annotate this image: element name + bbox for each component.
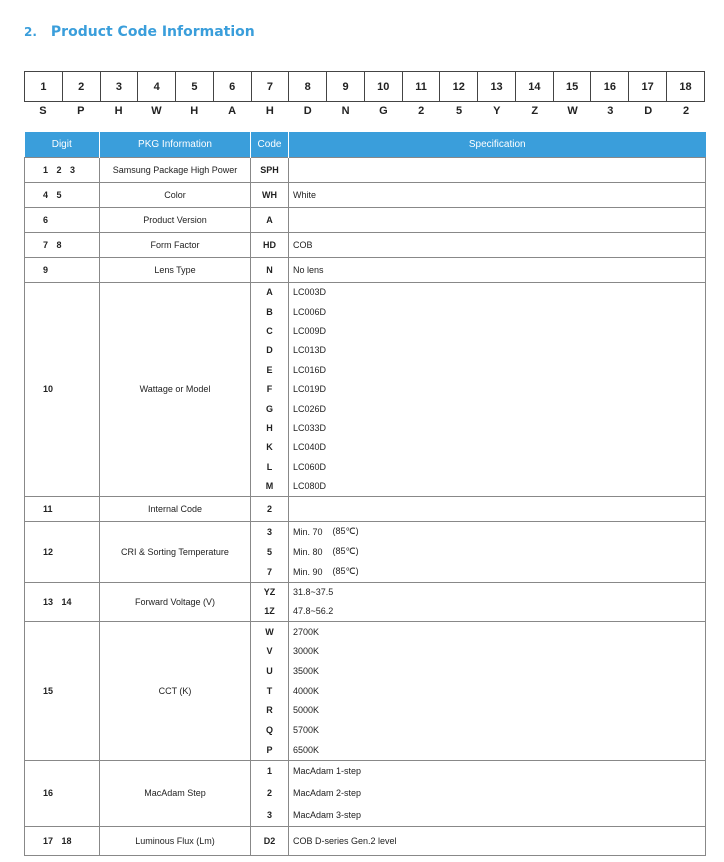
option-specification bbox=[289, 418, 705, 437]
code-letter: H bbox=[114, 105, 123, 117]
header-pkg-information: PKG Information bbox=[100, 132, 251, 157]
code-letter: Y bbox=[493, 105, 501, 117]
option-code: F bbox=[266, 384, 273, 395]
digit-row bbox=[25, 72, 705, 102]
option-specification bbox=[289, 360, 705, 379]
sorting-temperature: (85℃) bbox=[332, 526, 359, 537]
option-code: E bbox=[266, 364, 273, 375]
row-pkg-information: Forward Voltage (V) bbox=[100, 582, 251, 621]
option-code: T bbox=[266, 685, 273, 696]
option-specification bbox=[289, 804, 705, 826]
option-specification bbox=[289, 720, 705, 740]
code-letter: 2 bbox=[682, 105, 690, 117]
option-value: MacAdam 1-step bbox=[293, 766, 362, 777]
option-value: LC026D bbox=[293, 403, 327, 414]
code-letter: H bbox=[190, 105, 199, 117]
option-specification bbox=[289, 701, 705, 721]
option-specification bbox=[289, 562, 705, 582]
row-specification: White bbox=[289, 182, 706, 207]
spec-row bbox=[25, 582, 706, 621]
option-code: B bbox=[266, 306, 273, 317]
option-code: 7 bbox=[266, 566, 272, 577]
code-letter: P bbox=[77, 105, 85, 117]
option-value: LC019D bbox=[293, 384, 327, 395]
option-code: 3 bbox=[266, 809, 272, 820]
digit-position: 14 bbox=[515, 72, 553, 102]
option-code: H bbox=[266, 422, 273, 433]
spec-row bbox=[25, 826, 706, 855]
option-specification bbox=[289, 399, 705, 418]
section-heading bbox=[24, 24, 255, 40]
code-letter: D bbox=[644, 105, 653, 117]
row-pkg-information: Color bbox=[100, 182, 251, 207]
spec-row bbox=[25, 182, 706, 207]
option-value: 5700K bbox=[293, 725, 320, 736]
row-specification-list bbox=[289, 760, 706, 826]
option-value: LC080D bbox=[293, 481, 327, 492]
option-code: 5 bbox=[266, 546, 272, 557]
spec-row bbox=[25, 232, 706, 257]
option-code: V bbox=[266, 646, 273, 657]
spec-row bbox=[25, 207, 706, 232]
row-specification-list bbox=[289, 282, 706, 496]
row-specification: No lens bbox=[289, 257, 706, 282]
option-code: 3 bbox=[266, 526, 272, 537]
section-title: Product Code Information bbox=[50, 24, 255, 40]
option-value: 47.8~56.2 bbox=[293, 606, 334, 617]
option-value: LC003D bbox=[293, 287, 327, 298]
option-value: Min. 70 bbox=[293, 526, 323, 537]
row-pkg-information: CRI & Sorting Temperature bbox=[100, 521, 251, 582]
spec-header-row bbox=[25, 132, 706, 157]
row-specification-list bbox=[289, 582, 706, 621]
option-value: MacAdam 2-step bbox=[293, 788, 362, 799]
code-letter: S bbox=[39, 105, 47, 117]
code-letter: 5 bbox=[455, 105, 463, 117]
row-digit: 4 5 bbox=[25, 182, 100, 207]
option-code: 2 bbox=[266, 788, 272, 799]
row-digit: 7 8 bbox=[25, 232, 100, 257]
option-code: R bbox=[266, 705, 273, 716]
option-specification bbox=[289, 641, 705, 661]
row-pkg-information: Samsung Package High Power bbox=[100, 157, 251, 182]
row-digit: 15 bbox=[25, 621, 100, 760]
row-pkg-information: Internal Code bbox=[100, 496, 251, 521]
row-specification: COB bbox=[289, 232, 706, 257]
spec-row bbox=[25, 257, 706, 282]
option-specification bbox=[289, 457, 705, 476]
spec-row bbox=[25, 521, 706, 582]
option-specification bbox=[289, 681, 705, 701]
row-digit: 16 bbox=[25, 760, 100, 826]
digit-position: 7 bbox=[251, 72, 289, 102]
digit-position: 9 bbox=[327, 72, 365, 102]
option-specification bbox=[289, 761, 705, 783]
sorting-temperature: (85℃) bbox=[332, 546, 359, 557]
code-letter: N bbox=[341, 105, 350, 117]
option-code: Q bbox=[265, 725, 273, 736]
header-digit: Digit bbox=[25, 132, 100, 157]
row-code-list bbox=[251, 282, 289, 496]
option-value: 6500K bbox=[293, 744, 320, 755]
code-letter: W bbox=[567, 105, 578, 117]
row-code: N bbox=[251, 257, 289, 282]
spec-row bbox=[25, 496, 706, 521]
digit-position: 6 bbox=[213, 72, 251, 102]
row-code: WH bbox=[251, 182, 289, 207]
digit-position-table bbox=[24, 71, 705, 102]
code-letter: 3 bbox=[607, 105, 614, 117]
row-specification bbox=[289, 157, 706, 182]
row-digit: 13 14 bbox=[25, 582, 100, 621]
code-letter: Z bbox=[531, 105, 539, 117]
digit-position: 10 bbox=[364, 72, 402, 102]
spec-row bbox=[25, 621, 706, 760]
option-code: M bbox=[265, 481, 274, 492]
row-code: 2 bbox=[251, 496, 289, 521]
row-specification: COB D-series Gen.2 level bbox=[289, 826, 706, 855]
row-pkg-information: Product Version bbox=[100, 207, 251, 232]
option-value: 3000K bbox=[293, 646, 320, 657]
option-value: LC009D bbox=[293, 325, 327, 336]
option-specification bbox=[289, 602, 705, 621]
section-number: 2. bbox=[24, 25, 37, 39]
option-code: U bbox=[266, 666, 273, 677]
row-code-list bbox=[251, 760, 289, 826]
option-code: L bbox=[266, 461, 273, 472]
row-code: A bbox=[251, 207, 289, 232]
option-value: MacAdam 3-step bbox=[293, 809, 362, 820]
letter-row bbox=[24, 102, 705, 120]
option-value: 5000K bbox=[293, 705, 320, 716]
option-specification bbox=[289, 476, 705, 495]
option-code: P bbox=[266, 744, 273, 755]
digit-position: 15 bbox=[553, 72, 591, 102]
digit-position: 18 bbox=[667, 72, 705, 102]
spec-row bbox=[25, 157, 706, 182]
option-specification bbox=[289, 542, 705, 562]
option-specification bbox=[289, 782, 705, 804]
header-code: Code bbox=[251, 132, 289, 157]
option-specification bbox=[289, 438, 705, 457]
digit-position: 3 bbox=[100, 72, 138, 102]
option-code: C bbox=[266, 325, 273, 336]
option-code: 1 bbox=[266, 766, 272, 777]
option-specification bbox=[289, 321, 705, 340]
option-code: YZ bbox=[263, 587, 276, 598]
option-specification bbox=[289, 522, 705, 542]
row-code-list bbox=[251, 521, 289, 582]
option-value: Min. 80 bbox=[293, 546, 323, 557]
option-value: 2700K bbox=[293, 626, 320, 637]
row-specification-list bbox=[289, 521, 706, 582]
digit-position: 1 bbox=[25, 72, 63, 102]
row-digit: 12 bbox=[25, 521, 100, 582]
option-value: Min. 90 bbox=[293, 566, 323, 577]
row-specification-list bbox=[289, 621, 706, 760]
row-pkg-information: MacAdam Step bbox=[100, 760, 251, 826]
option-value: 4000K bbox=[293, 685, 320, 696]
header-specification: Specification bbox=[289, 132, 706, 157]
option-specification bbox=[289, 740, 705, 760]
spec-body bbox=[25, 157, 706, 855]
option-value: LC016D bbox=[293, 364, 327, 375]
row-code: SPH bbox=[251, 157, 289, 182]
option-code: G bbox=[265, 403, 273, 414]
digit-position: 13 bbox=[478, 72, 516, 102]
code-letter: D bbox=[303, 105, 312, 117]
digit-position: 2 bbox=[62, 72, 100, 102]
digit-position: 5 bbox=[176, 72, 214, 102]
code-letter: G bbox=[379, 105, 388, 117]
row-code-list bbox=[251, 621, 289, 760]
code-letter: 2 bbox=[418, 105, 425, 117]
option-specification bbox=[289, 341, 705, 360]
code-letter: A bbox=[228, 105, 237, 117]
option-value: 3500K bbox=[293, 666, 320, 677]
option-specification bbox=[289, 283, 705, 302]
row-pkg-information: CCT (K) bbox=[100, 621, 251, 760]
spec-row bbox=[25, 760, 706, 826]
option-code: A bbox=[266, 287, 273, 298]
digit-position: 4 bbox=[138, 72, 176, 102]
spec-row bbox=[25, 282, 706, 496]
option-value: LC006D bbox=[293, 306, 327, 317]
row-pkg-information: Luminous Flux (Lm) bbox=[100, 826, 251, 855]
row-pkg-information: Lens Type bbox=[100, 257, 251, 282]
digit-position: 11 bbox=[402, 72, 440, 102]
option-specification bbox=[289, 379, 705, 398]
row-digit: 10 bbox=[25, 282, 100, 496]
row-code: HD bbox=[251, 232, 289, 257]
option-specification bbox=[289, 583, 705, 602]
option-specification bbox=[289, 622, 705, 642]
row-specification bbox=[289, 496, 706, 521]
row-specification bbox=[289, 207, 706, 232]
code-letter-table bbox=[24, 102, 705, 120]
row-digit: 6 bbox=[25, 207, 100, 232]
option-code: 1Z bbox=[264, 606, 275, 617]
row-pkg-information: Form Factor bbox=[100, 232, 251, 257]
row-code-list bbox=[251, 582, 289, 621]
option-value: LC033D bbox=[293, 422, 327, 433]
row-code: D2 bbox=[251, 826, 289, 855]
code-letter: W bbox=[151, 105, 162, 117]
option-value: 31.8~37.5 bbox=[293, 587, 334, 598]
row-digit: 11 bbox=[25, 496, 100, 521]
option-code: K bbox=[266, 442, 273, 453]
sorting-temperature: (85℃) bbox=[332, 566, 359, 577]
option-code: D bbox=[266, 345, 273, 356]
option-value: LC040D bbox=[293, 442, 327, 453]
row-pkg-information: Wattage or Model bbox=[100, 282, 251, 496]
digit-position: 16 bbox=[591, 72, 629, 102]
row-digit: 1 2 3 bbox=[25, 157, 100, 182]
option-code: W bbox=[265, 626, 274, 637]
product-code-spec-table bbox=[24, 132, 706, 856]
digit-position: 17 bbox=[629, 72, 667, 102]
option-value: LC060D bbox=[293, 461, 327, 472]
option-specification bbox=[289, 302, 705, 321]
digit-position: 12 bbox=[440, 72, 478, 102]
code-letter: H bbox=[265, 105, 274, 117]
row-digit: 17 18 bbox=[25, 826, 100, 855]
digit-position: 8 bbox=[289, 72, 327, 102]
row-digit: 9 bbox=[25, 257, 100, 282]
option-specification bbox=[289, 661, 705, 681]
option-value: LC013D bbox=[293, 345, 327, 356]
